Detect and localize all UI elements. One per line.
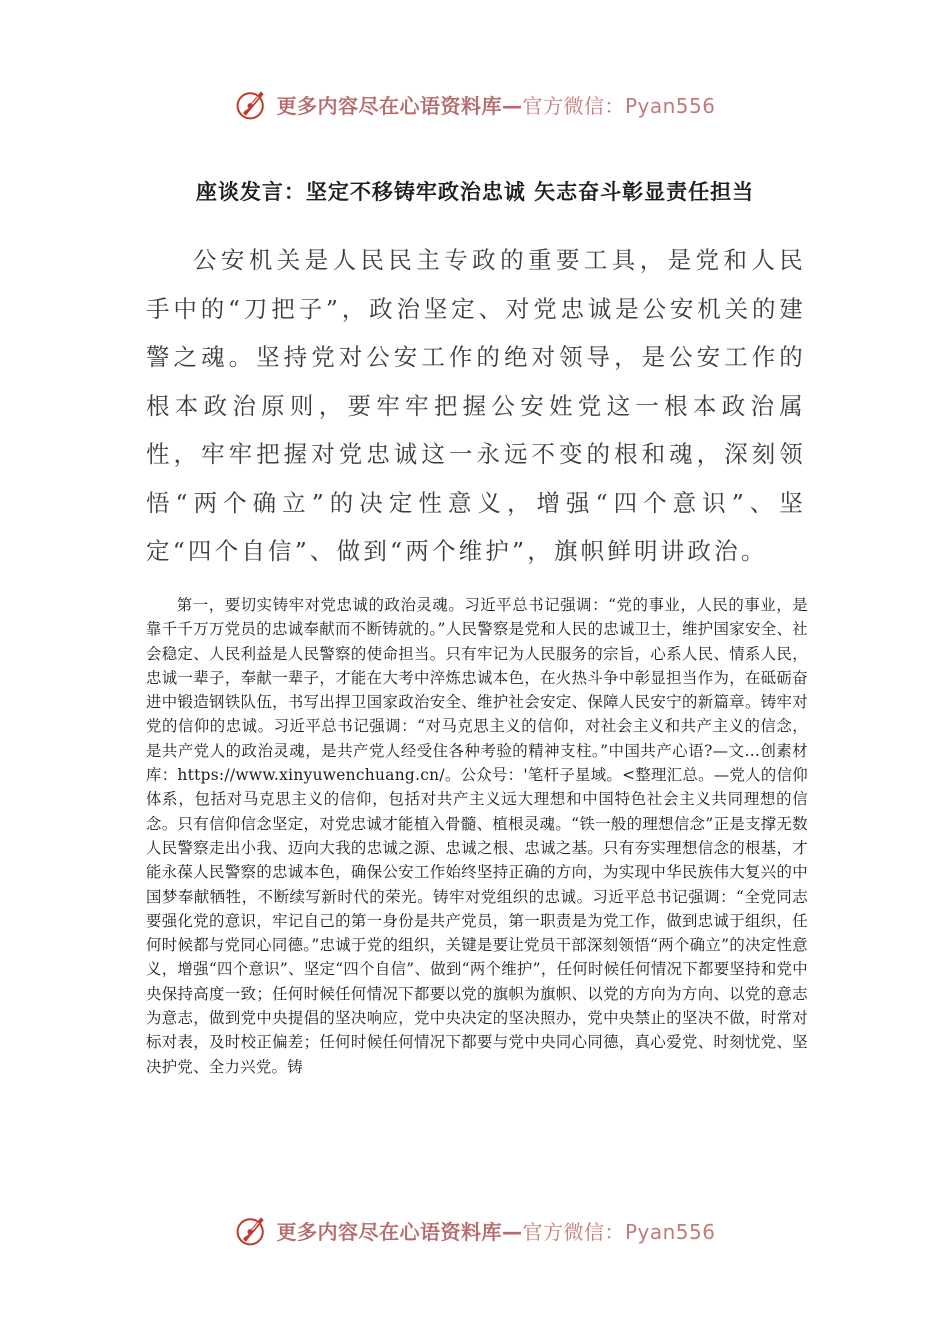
banner-text (276, 1216, 715, 1245)
document-title: 座谈发言：坚定不移铸牢政治忠诚 矢志奋斗彰显责任担当 (195, 180, 755, 204)
banner-wechat-text: 官方微信：Pyan556 (522, 93, 716, 118)
banner-main-text: 更多内容尽在心语资料库— (276, 93, 523, 118)
banner-main-text: 更多内容尽在心语资料库— (276, 1219, 523, 1244)
body-paragraph: 第一，要切实铸牢对党忠诚的政治灵魂。习近平总书记强调：“党的事业，人民的事业，是靠千千万万党员的忠诚奉献而不断铸就的。”人民警察是党和人民的忠诚卫士，维护国家安全、社会稳定、人民利益是人民警察的使命担当。只有牢记为人民服务的宗旨，心系人民、情系人民，忠诚一辈子，奉献一辈子，才能在大考中淬炼忠诚本色，在火热斗争中彰显担当作为，在砥砺奋进中锻造钢铁队伍，书写出捍卫国家政治安全、维护社会安定、保障人民安宁的新篇章。铸牢对党的信仰的忠诚。习近平总书记强调：“对马克思主义的信仰，对社会主义和共产主义的信念，是共产党人的政治灵魂，是共产党人经受住各种考验的精神支柱。”中国共产心语?—文…创素材库：https://www.xinyuwenchuang.cn/。公众号：'笔杆子星域。<整理汇总。—党人的信仰体系，包括对马克思主义的信仰，包括对共产主义远大理想和中国特色社会主义共同理想的信念。只有信仰信念坚定，对党忠诚才能植入骨髓、植根灵魂。“铁一般的理想信念”正是支撑无数人民警察走出小我、迈向大我的忠诚之源、忠诚之根、忠诚之基。只有夯实理想信念的根基，才能永葆人民警察的忠诚本色，确保公安工作始终坚持正确的方向，为实现中华民族伟大复兴的中国梦奉献牺牲，不断续写新时代的荣光。铸牢对党组织的忠诚。习近平总书记强调：“全党同志要强化党的意识，牢记自己的第一身份是共产党员，第一职责是为党工作，做到忠诚于组织，任何时候都与党同心同德。”忠诚于党的组织，关键是要让党员干部深刻领悟“两个确立”的决定性意义，增强“四个意识”、坚定“四个自信”、做到“两个维护”，任何时候任何情况下都要坚持和党中央保持高度一致；任何时候任何情况下都要以党的旗帜为旗帜、以党的方向为方向、以党的意志为意志，做到党中央提倡的坚决响应，党中央决定的坚决照办，党中央禁止的坚决不做，时常对标对表，及时校正偏差；任何时候任何情况下都要与党中央同心同德，真心爱党、时刻忧党、坚决护党、全力兴党。铸 (146, 596, 808, 1076)
quill-pen-seal-icon (234, 86, 270, 122)
lead-paragraph: 公安机关是人民民主专政的重要工具，是党和人民手中的“刀把子”，政治坚定、对党忠诚是公安机关的建警之魂。坚持党对公安工作的绝对领导，是公安工作的根本政治原则，要牢牢把握公安姓党这一根本政治属性，牢牢把握对党忠诚这一永远不变的根和魂，深刻领悟“两个确立”的决定性意义，增强“四个意识”、坚定“四个自信”、做到“两个维护”，旗帜鲜明讲政治。 (146, 246, 806, 565)
header-watermark-banner (0, 84, 950, 124)
banner-text (276, 90, 715, 119)
quill-pen-seal-icon (234, 1212, 270, 1248)
footer-watermark-banner (0, 1210, 950, 1250)
banner-wechat-text: 官方微信：Pyan556 (522, 1219, 716, 1244)
